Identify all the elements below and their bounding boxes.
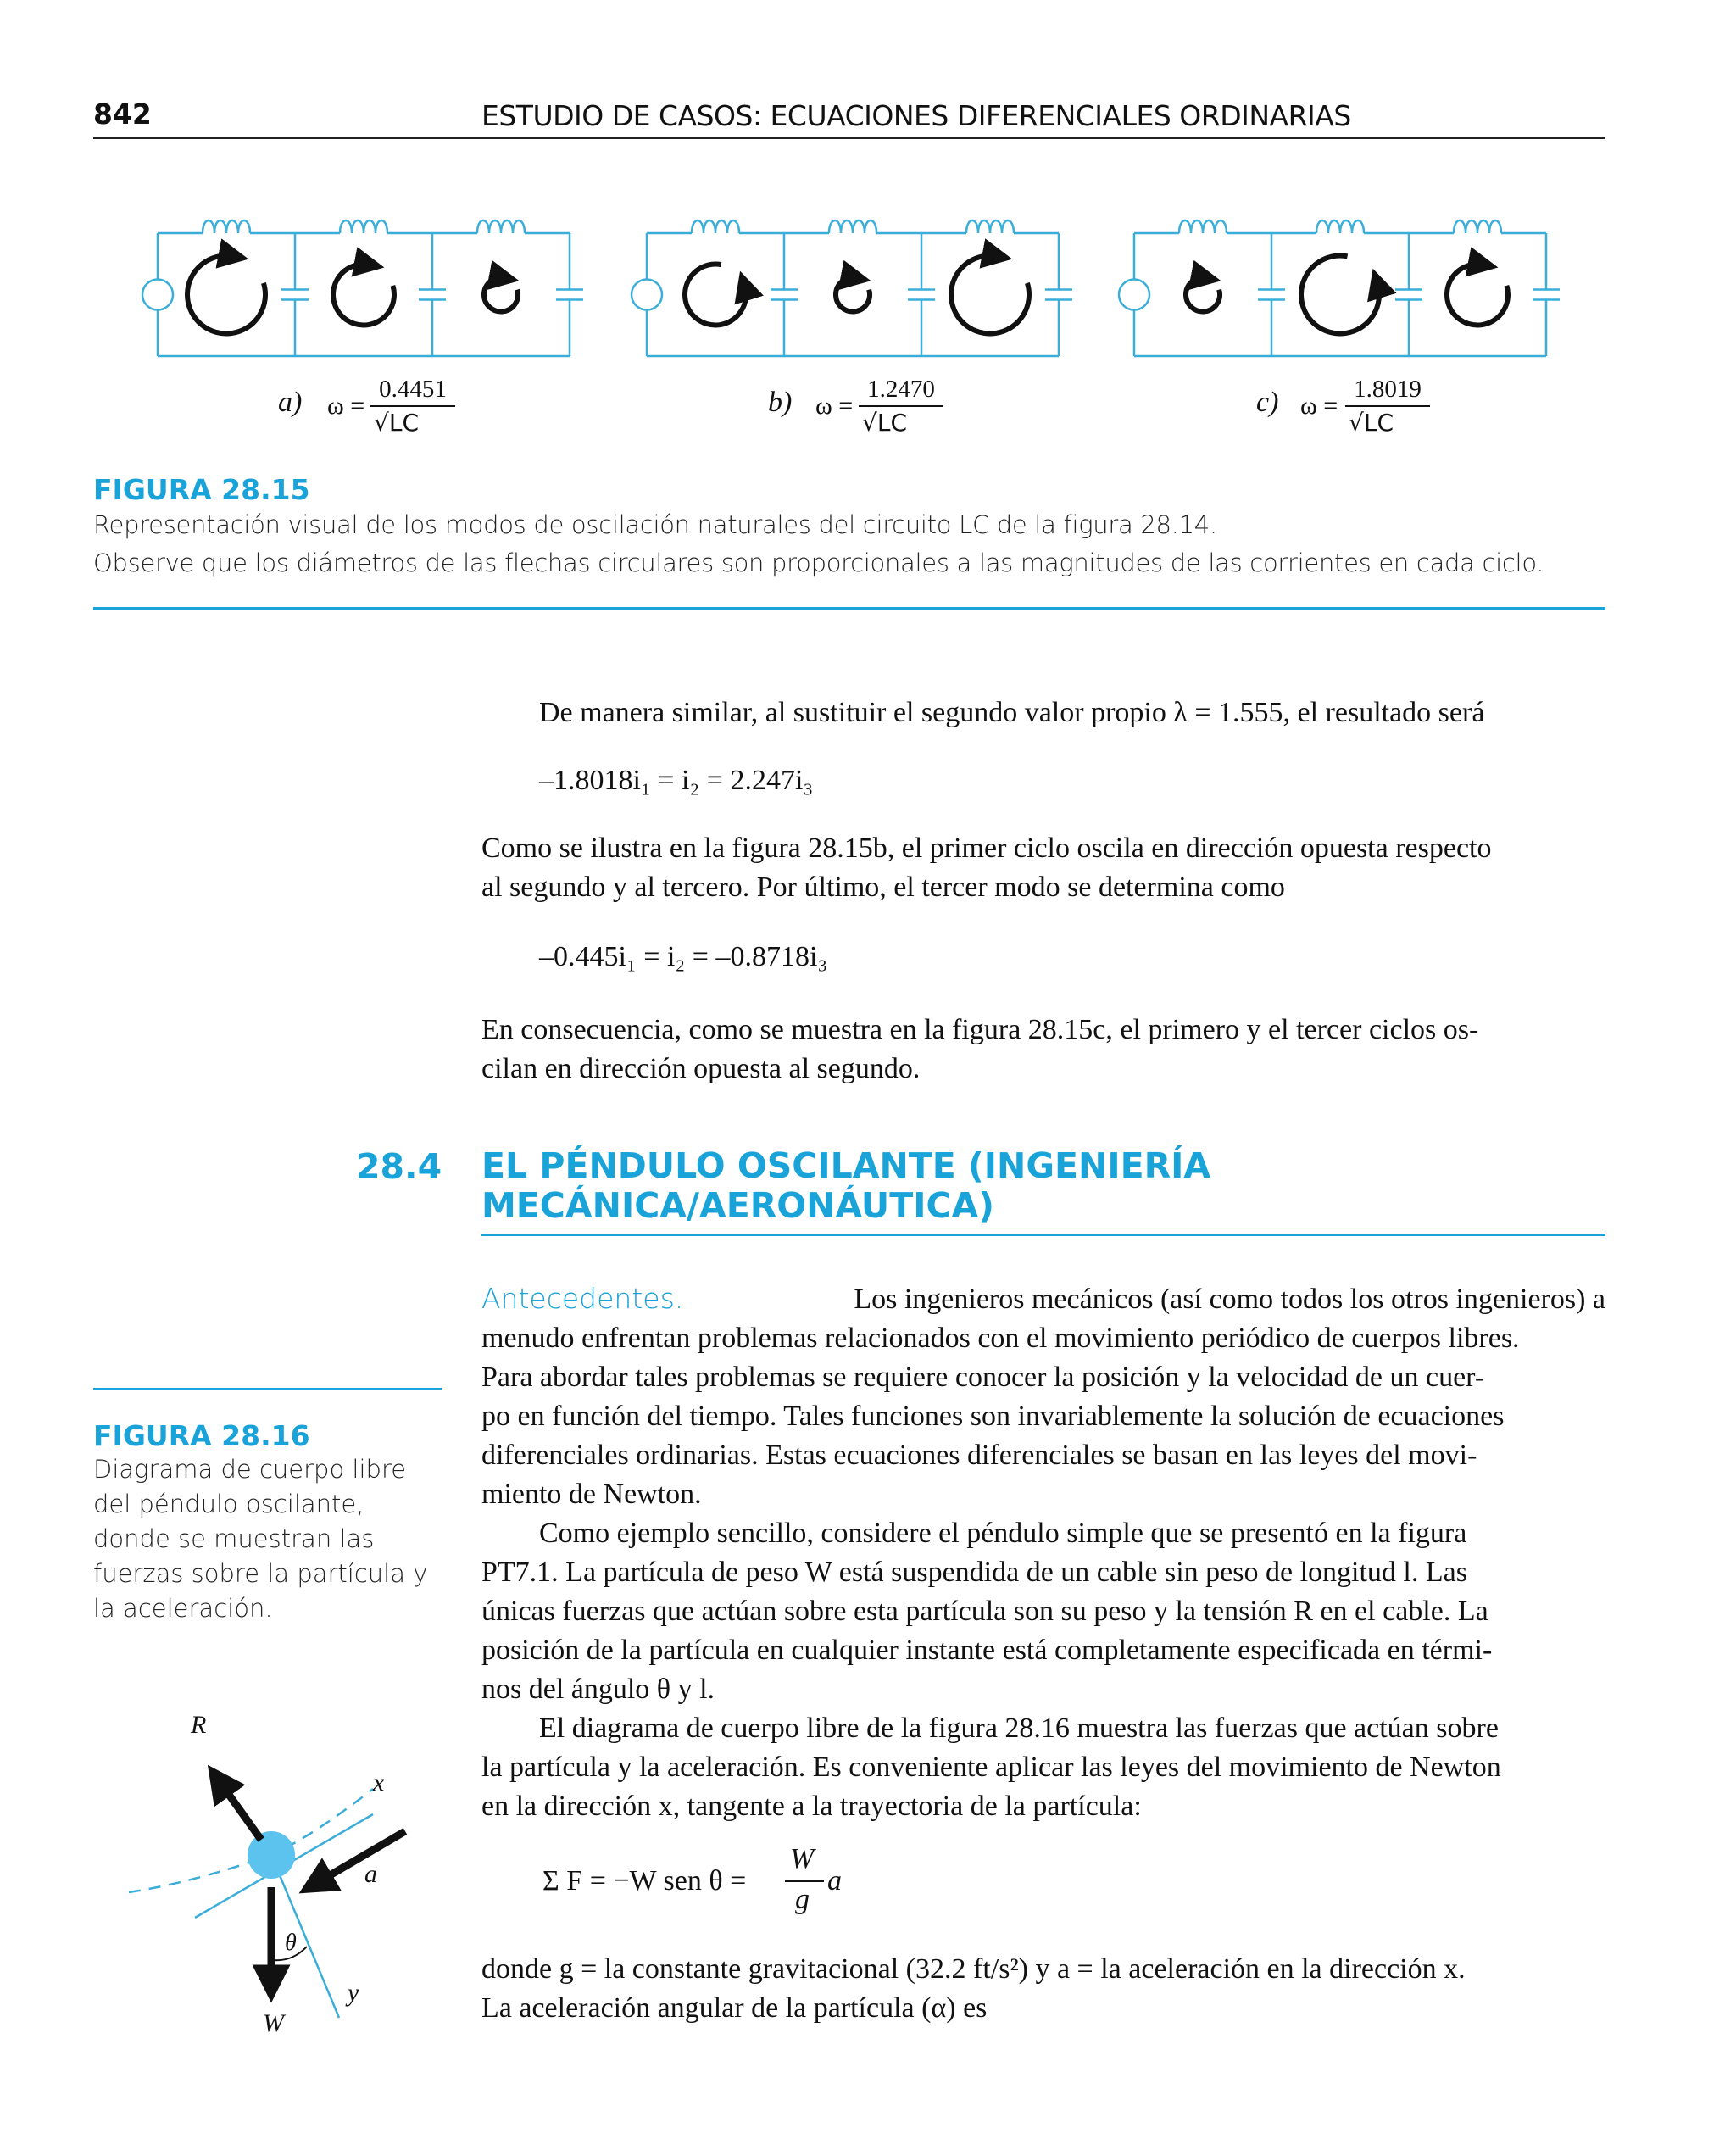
source-icon (1119, 280, 1149, 310)
mode-a-label: a) (278, 387, 303, 418)
mode-a-denominator: √LC (374, 409, 419, 437)
paragraph-2-line-1: Como se ilustra en la figura 28.15b, el primer ciclo oscila en dirección opuesta respecto (481, 833, 1492, 864)
paragraph-pendulum-line-5: nos del ángulo θ y l. (481, 1674, 715, 1705)
antecedentes-line-2: menudo enfrentan problemas relacionados con el movimiento periódico de cuerpos libres. (481, 1323, 1520, 1354)
current-loop-arrow (333, 265, 394, 326)
paragraph-2-line-2: al segundo y al tercero. Por último, el tercer modo se determina como (481, 872, 1285, 903)
label-a: a (364, 1860, 377, 1888)
mode-c-denominator: √LC (1349, 409, 1394, 437)
antecedentes-line-4: po en función del tiempo. Tales funciones son invariablemente la solución de ecuaciones (481, 1401, 1505, 1432)
newton-equation-bar (785, 1880, 824, 1882)
paragraph-pendulum-line-3: únicas fuerzas que actúan sobre esta partícula son su peso y la tensión R en el cable. La (481, 1596, 1488, 1627)
mode-c-numerator: 1.8019 (1354, 376, 1422, 403)
paragraph-g-line-1: donde g = la constante gravitacional (32.2 ft/s²) y a = la aceleración en la dirección x. (481, 1953, 1466, 1985)
section-title-line-2: MECÁNICA/AERONÁUTICA) (481, 1185, 995, 1226)
paragraph-3-line-1: En consecuencia, como se muestra en la figura 28.15c, el primero y el tercer ciclos os- (481, 1014, 1479, 1045)
section-title (481, 1146, 1583, 1226)
figure-28-16-title: FIGURA 28.16 (93, 1419, 310, 1452)
current-loop-arrow (951, 256, 1029, 334)
paragraph-diagram-line-3: en la dirección x, tangente a la trayectoria de la partícula: (481, 1791, 1142, 1822)
inductor-icon (1454, 220, 1501, 233)
mode-a-omega: ω = (327, 392, 365, 420)
inductor-icon (829, 220, 876, 233)
current-loop-arrow (484, 278, 518, 312)
page-number: 842 (93, 97, 152, 131)
inductor-icon (966, 220, 1014, 233)
figure-28-15-rule (93, 607, 1605, 610)
figure-28-16-caption-line-3: donde se muestran las (93, 1524, 375, 1553)
paragraph-1: De manera similar, al sustituir el segundo valor propio λ = 1.555, el resultado será (539, 697, 1485, 728)
figure-28-15-caption-line-1: Representación visual de los modos de oscilación naturales del circuito LC de la figura 28.14. (93, 510, 1217, 539)
current-loop-arrow (1447, 264, 1508, 325)
newton-equation-a: a (827, 1865, 842, 1897)
newton-equation-denominator: g (795, 1884, 810, 1915)
label-x: x (373, 1768, 385, 1796)
running-head: ESTUDIO DE CASOS: ECUACIONES DIFERENCIALES ORDINARIAS (481, 99, 1351, 132)
paragraph-pendulum-line-1: Como ejemplo sencillo, considere el péndulo simple que se presentó en la figura (539, 1518, 1467, 1549)
paragraph-3-line-2: cilan en dirección opuesta al segundo. (481, 1053, 921, 1084)
paragraph-diagram-line-1: El diagrama de cuerpo libre de la figura 28.16 muestra las fuerzas que actúan sobre (539, 1713, 1499, 1744)
antecedentes-line-6: miento de Newton. (481, 1479, 702, 1510)
current-loop-arrow (1186, 277, 1220, 311)
source-icon (632, 280, 662, 310)
mode-a-numerator: 0.4451 (379, 376, 447, 403)
label-W: W (263, 2009, 284, 2037)
pendulum-free-body-diagram (119, 1696, 441, 2052)
label-R: R (191, 1711, 207, 1739)
current-loop-arrow (685, 265, 746, 326)
figure-28-16-caption-line-4: fuerzas sobre la partícula y (93, 1559, 428, 1588)
mode-c-omega: ω = (1300, 392, 1338, 420)
paragraph-g-line-2: La aceleración angular de la partícula (α) es (481, 1992, 988, 2024)
trajectory-arc (129, 1789, 373, 1892)
mode-c-fraction-bar (1345, 405, 1430, 407)
equation-2: –0.445i₁ = i₂ = –0.8718i₃ (539, 941, 828, 972)
figure-28-16-caption-line-2: del péndulo oscilante, (93, 1490, 364, 1518)
mode-b-fraction-bar (859, 405, 943, 407)
figure-28-15-caption-line-2: Observe que los diámetros de las flechas circulares son proporcionales a las magnitudes de las corrientes en cada ciclo. (93, 549, 1544, 577)
source-icon (142, 280, 173, 310)
paragraph-pendulum-line-4: posición de la partícula en cualquier instante está completamente especificada en térmi- (481, 1635, 1493, 1666)
inductor-icon (1316, 220, 1364, 233)
section-title-line-1: EL PÉNDULO OSCILANTE (INGENIERÍA (481, 1145, 1211, 1186)
figure-28-16-caption-line-1: Diagrama de cuerpo libre (93, 1455, 407, 1484)
antecedentes-line-5: diferenciales ordinarias. Estas ecuaciones diferenciales se basan en las leyes del movi- (481, 1440, 1477, 1471)
inductor-icon (340, 220, 387, 233)
equation-1: –1.8018i₁ = i₂ = 2.247i₃ (539, 765, 814, 796)
figure-28-15-title: FIGURA 28.15 (93, 473, 310, 506)
mode-b-numerator: 1.2470 (867, 376, 935, 403)
antecedentes-line-3: Para abordar tales problemas se requiere conocer la posición y la velocidad de un cuer- (481, 1362, 1485, 1393)
inductor-icon (477, 220, 525, 233)
particle (248, 1831, 295, 1879)
section-rule (481, 1234, 1605, 1236)
inductor-icon (692, 220, 739, 233)
figure-28-16-caption-line-5: la aceleración. (93, 1594, 273, 1623)
antecedentes-line-1: Los ingenieros mecánicos (así como todos los otros ingenieros) a (854, 1284, 1605, 1315)
label-y: y (348, 1979, 359, 2007)
tension-arrow (219, 1780, 261, 1840)
paragraph-diagram-line-2: la partícula y la aceleración. Es conveniente aplicar las leyes del movimiento de Newton (481, 1752, 1501, 1783)
inductor-icon (1179, 220, 1227, 233)
mode-b-denominator: √LC (862, 409, 907, 437)
figure-28-15-circuits (0, 0, 1736, 373)
section-number: 28.4 (356, 1146, 442, 1187)
newton-equation-numerator: W (790, 1843, 815, 1874)
mode-b-label: b) (768, 387, 793, 418)
mode-a-fraction-bar (370, 405, 455, 407)
current-loop-arrow (187, 256, 265, 334)
inductor-icon (203, 220, 250, 233)
antecedentes-lead: Antecedentes. (481, 1282, 684, 1315)
current-loop-arrow (836, 278, 870, 312)
paragraph-pendulum-line-2: PT7.1. La partícula de peso W está suspendida de un cable sin peso de longitud l. Las (481, 1557, 1467, 1588)
current-loop-arrow (1301, 256, 1379, 334)
mode-b-omega: ω = (815, 392, 854, 420)
newton-equation-lhs: Σ F = −W sen θ = (542, 1865, 747, 1897)
figure-28-16-rule (93, 1388, 442, 1390)
label-theta: θ (285, 1930, 297, 1956)
mode-c-label: c) (1256, 387, 1279, 418)
